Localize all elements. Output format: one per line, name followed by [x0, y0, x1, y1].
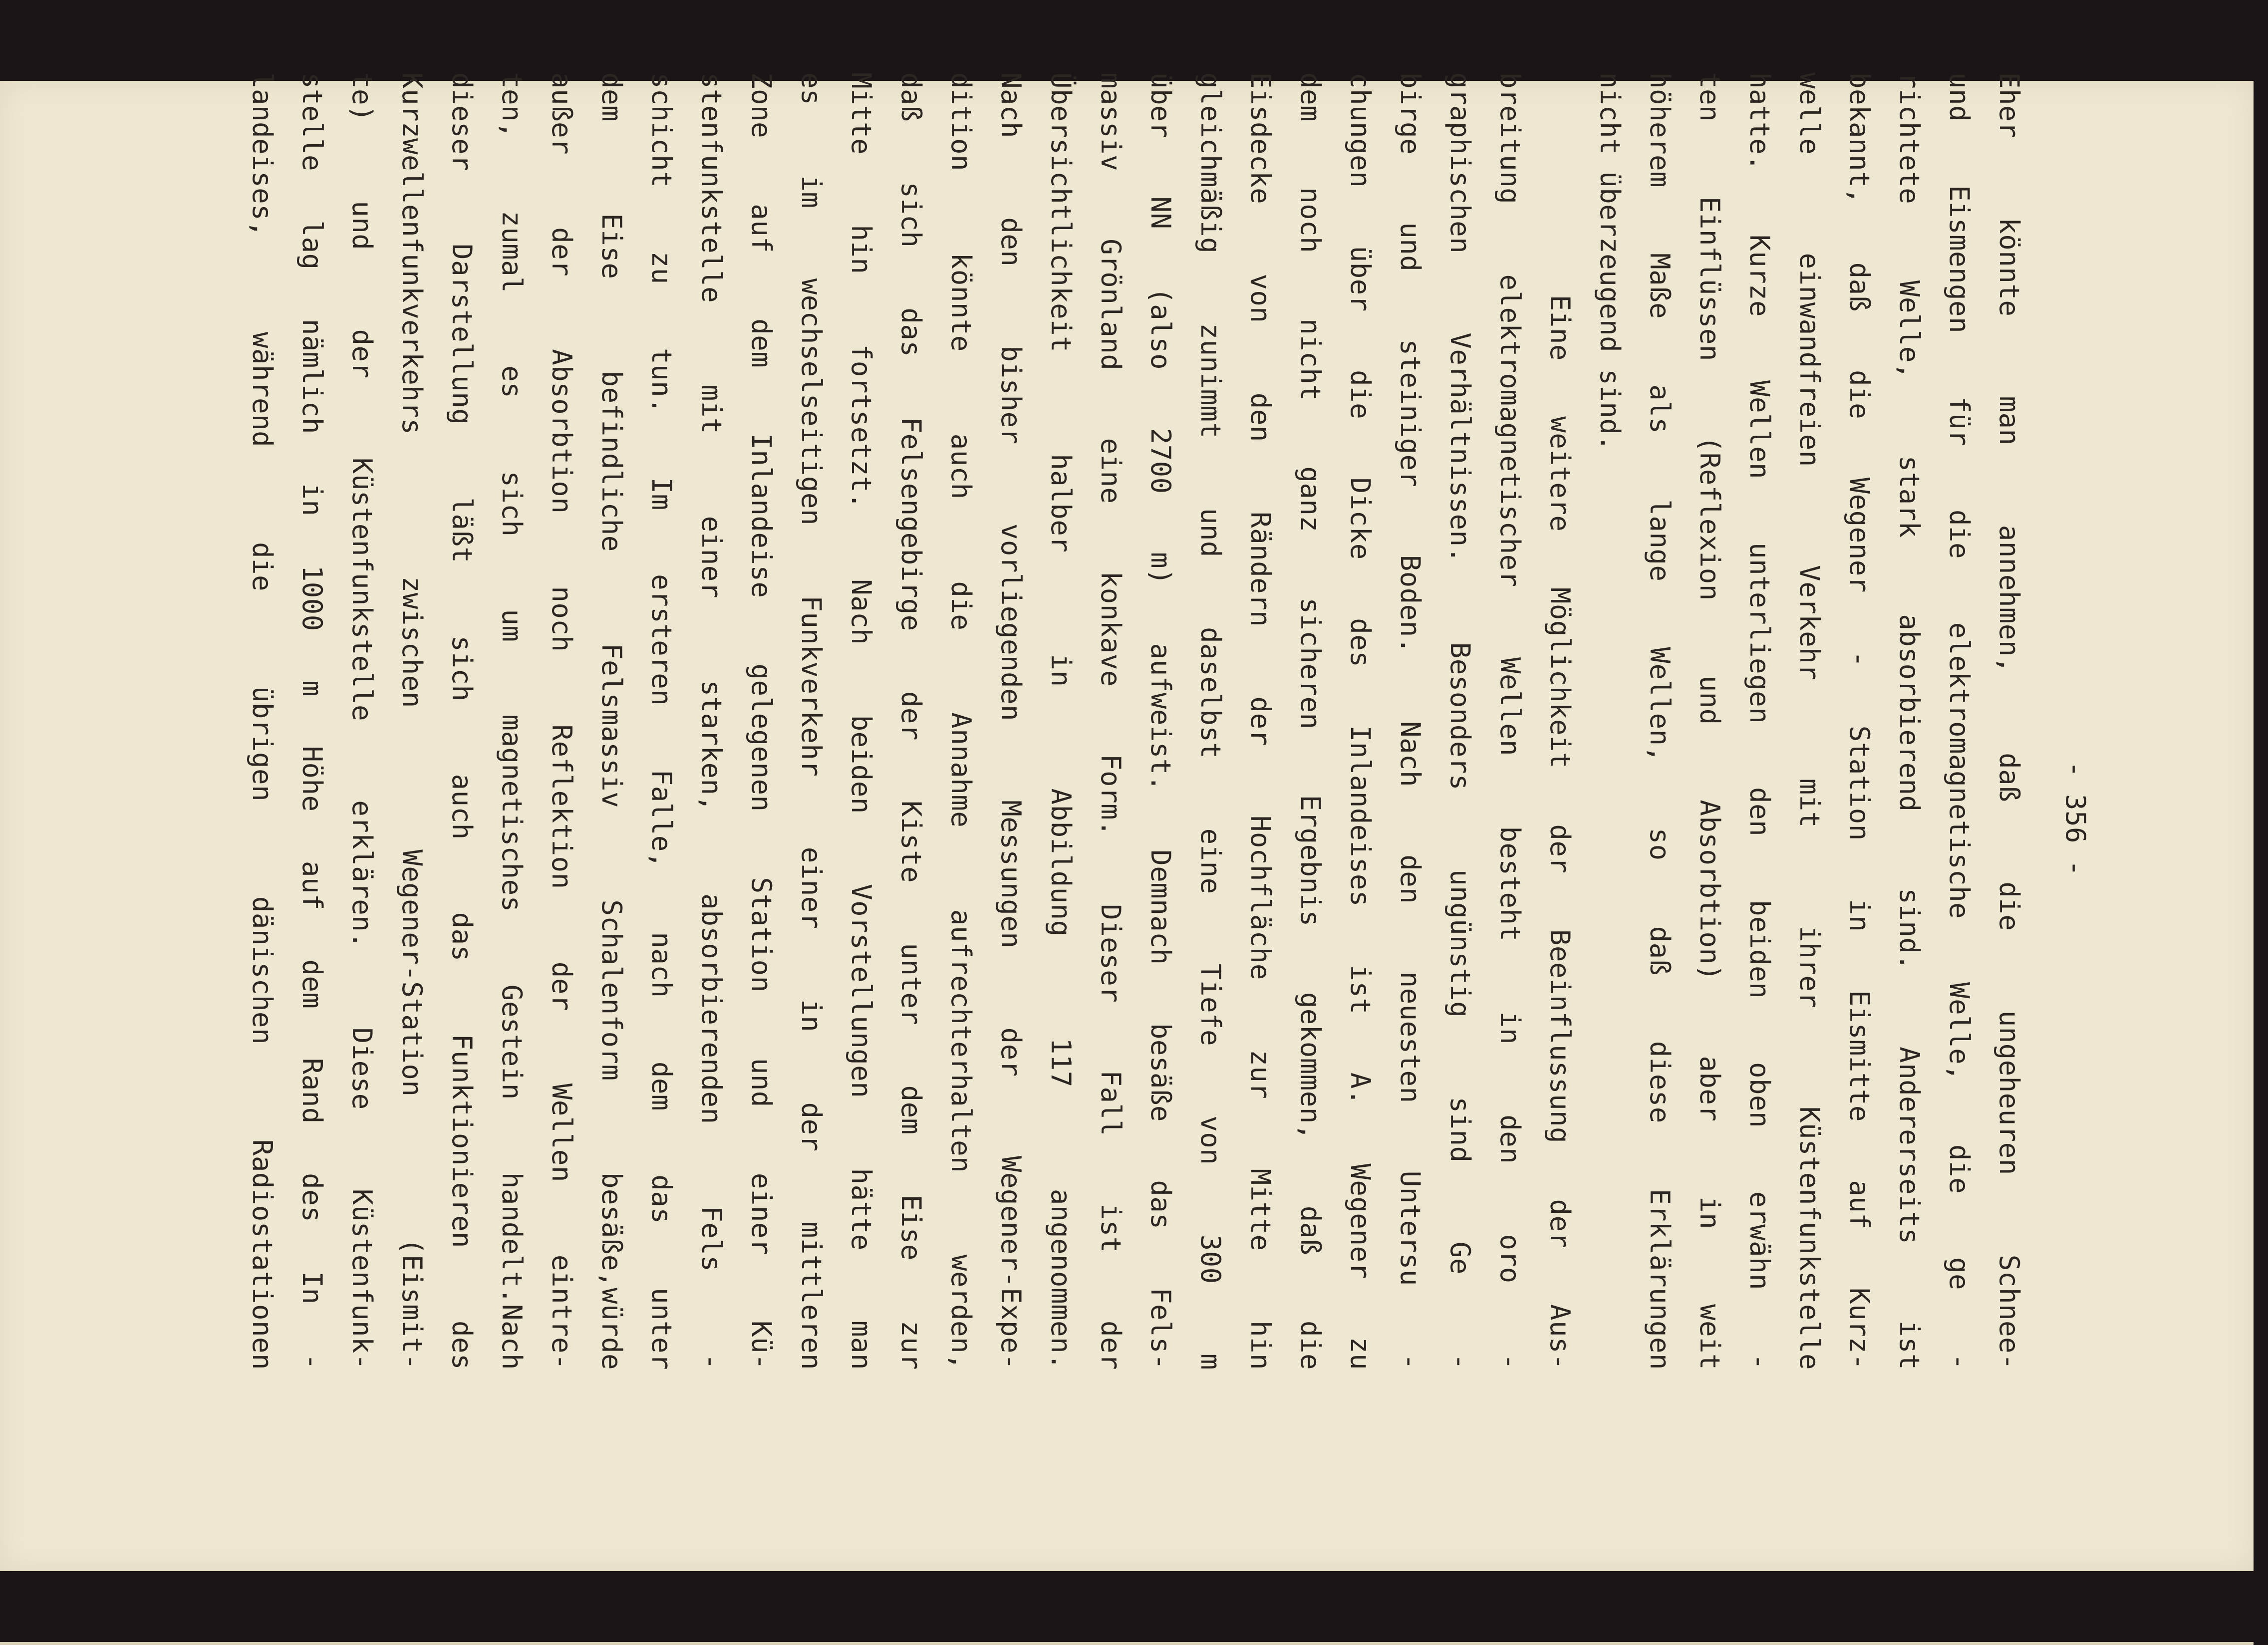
text-line: te) und der Küstenfunkstelle erklären. Diese Küstenfunk- [346, 72, 378, 1370]
text-line: hatte. Kurze Wellen unterliegen den beiden oben erwähn - [1744, 72, 1775, 1370]
text-line: stelle lag nämlich in 1000 m Höhe auf dem Rand des In - [296, 72, 328, 1370]
text-line: Kurzwellenfunkverkehrs zwischen Wegener-Station (Eismit- [396, 72, 428, 1370]
text-line: chungen über die Dicke des Inlandeises ist A. Wegener zu [1345, 72, 1376, 1370]
paper-edge [0, 1642, 2254, 1645]
text-line: Eher könnte man annehmen, daß die ungeheuren Schnee- [1993, 72, 2025, 1370]
text-line: Eisdecke von den Rändern der Hochfläche zur Mitte hin [1245, 72, 1276, 1370]
text-line: schicht zu tun. Im ersteren Falle, nach dem das unter [646, 72, 677, 1370]
text-line: dition könnte auch die Annahme aufrechterhalten werden, [945, 72, 977, 1370]
text-line: landeises, während die übrigen dänischen Radiostationen [247, 72, 278, 1370]
text-line: welle einwandfreien Verkehr mit ihrer Küstenfunkstelle [1794, 72, 1825, 1370]
text-line: Übersichtlichkeit halber in Abbildung 117 angenommen. [1045, 72, 1077, 1370]
text-line: dem Eise befindliche Felsmassiv Schalenform besäße,würde [596, 72, 627, 1370]
text-line: Nach den bisher vorliegenden Messungen der Wegener-Expe- [995, 72, 1027, 1370]
text-line: es im wechselseitigen Funkverkehr einer in der mittleren [796, 72, 827, 1370]
text-line: daß sich das Felsengebirge der Kiste unter dem Eise zur [895, 72, 927, 1370]
text-line: massiv Grönland eine konkave Form. Dieser Fall ist der [1095, 72, 1127, 1370]
text-line: birge und steiniger Boden. Nach den neuesten Untersu - [1395, 72, 1426, 1370]
text-line: gleichmäßig zunimmt und daselbst eine Tiefe von 300 m [1195, 72, 1226, 1370]
text-line: über NN (also 2700 m) aufweist. Demnach besäße das Fels- [1145, 72, 1176, 1370]
text-line: ten Einflüssen (Reflexion und Absorbtion) aber in weit [1694, 72, 1725, 1370]
rotated-text-block [180, 72, 2091, 1500]
text-line: außer der Absorbtion noch Reflektion der Wellen eintre- [546, 72, 577, 1370]
text-line: und Eismengen für die elektromagnetische Welle, die ge - [1944, 72, 1975, 1370]
text-line: stenfunkstelle mit einer starken, absorbierenden Fels - [696, 72, 727, 1370]
body-text [237, 72, 2034, 1370]
text-line: Eine weitere Möglichkeit der Beeinflussung der Aus- [1544, 72, 1576, 1370]
text-line: Mitte hin fortsetzt. Nach beiden Vorstellungen hätte man [846, 72, 877, 1370]
page-number: - 356 - [2060, 761, 2091, 877]
text-line: höherem Maße als lange Wellen, so daß diese Erklärungen [1644, 72, 1676, 1370]
text-line: breitung elektromagnetischer Wellen besteht in den oro - [1494, 72, 1526, 1370]
text-line: graphischen Verhältnissen. Besonders ungünstig sind Ge - [1444, 72, 1476, 1370]
text-line: richtete Welle, stark absorbierend sind. Andererseits ist [1894, 72, 1925, 1370]
text-line: dem noch nicht ganz sicheren Ergebnis gekommen, daß die [1295, 72, 1326, 1370]
text-line: Zone auf dem Inlandeise gelegenen Station und einer Kü- [746, 72, 777, 1370]
text-line: ten, zumal es sich um magnetisches Gestein handelt.Nach [496, 72, 528, 1370]
text-line: nicht überzeugend sind. [1594, 72, 1626, 452]
text-line: bekannt, daß die Wegener - Station in Eismitte auf Kurz- [1844, 72, 1875, 1370]
text-line: dieser Darstellung läßt sich auch das Funktionieren des [446, 72, 478, 1370]
